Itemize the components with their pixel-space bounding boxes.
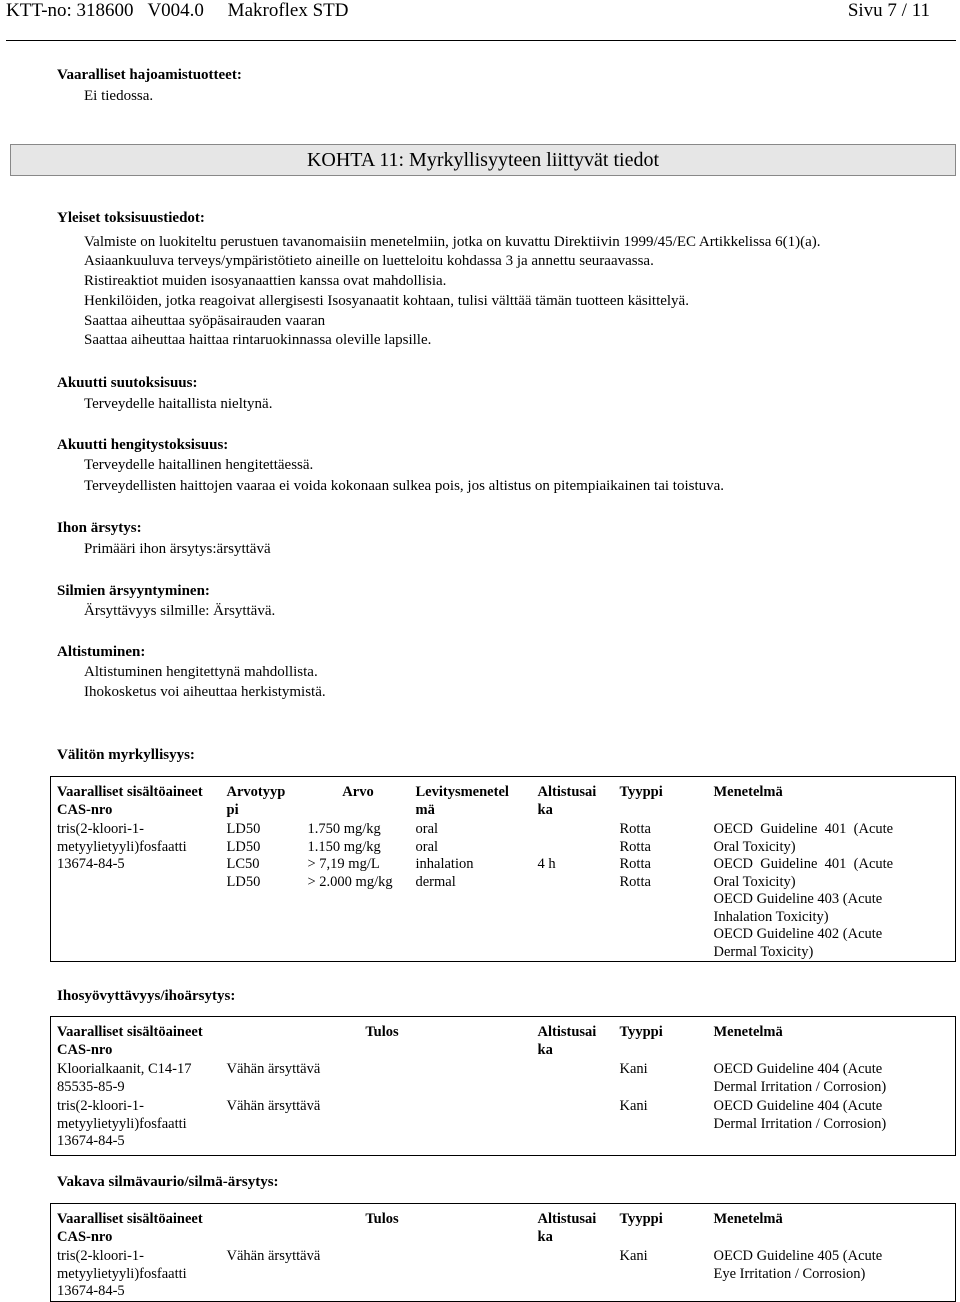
col-substance: Vaaralliset sisältöaineet CAS-nro — [57, 784, 203, 818]
cell-substance: tris(2-kloori-1- metyylietyyli)fosfaatti 13674-84-5 — [57, 1098, 187, 1149]
inhal-line: Terveydellisten haittojen vaaraa ei voida kokonaan sulkea pois, jos altistus on pitempiaikainen tai toistuva. — [84, 478, 725, 494]
cell-result: Vähän ärsyttävä — [226, 1248, 321, 1264]
acute-heading: Välitön myrkyllisyys: — [57, 747, 195, 763]
col-method: Menetelmä — [713, 784, 783, 800]
col-exposure-time: Altistusai ka — [537, 1211, 597, 1245]
table-header-row — [51, 1204, 956, 1247]
cell-substance: tris(2-kloori-1- metyylietyyli)fosfaatti 13674-84-5 — [57, 821, 187, 872]
cell-substance: Kloorialkaanit, C14-17 85535-85-9 — [57, 1061, 192, 1095]
col-species: Tyyppi — [619, 1024, 663, 1040]
general-line: Saattaa aiheuttaa haittaa rintaruokinnassa oleville lapsille. — [84, 332, 432, 348]
col-species: Tyyppi — [619, 1211, 663, 1227]
skin-table-heading: Ihosyövyttävyys/ihoärsytys: — [57, 988, 236, 1004]
general-heading: Yleiset toksisuustiedot: — [57, 210, 205, 226]
page-header — [6, 0, 930, 26]
eye-heading: Silmien ärsyyntyminen: — [57, 583, 210, 599]
col-result: Tulos — [365, 1024, 399, 1040]
cell-species: Kani — [619, 1098, 648, 1114]
col-substance: Vaaralliset sisältöaineet CAS-nro — [57, 1211, 203, 1245]
cell-substance: tris(2-kloori-1- metyylietyyli)fosfaatti 13674-84-5 — [57, 1248, 187, 1299]
col-method: Menetelmä — [713, 1024, 783, 1040]
eye-irritation-table — [50, 1203, 956, 1302]
cell-method: OECD Guideline 404 (Acute Dermal Irritation / Corrosion) — [713, 1061, 887, 1095]
skin-heading: Ihon ärsytys: — [57, 520, 142, 536]
section-title: KOHTA 11: Myrkyllisyyteen liittyvät tiedot — [10, 144, 956, 176]
table-row — [51, 819, 956, 962]
table-header-row — [51, 1017, 956, 1060]
general-line: Asiaankuuluva terveys/ympäristötieto aineille on luetteloitu kohdassa 3 ja annettu seuraavassa. — [84, 253, 654, 269]
exposure-line: Altistuminen hengitettynä mahdollista. — [84, 664, 318, 680]
cell-exposure-time — [538, 1059, 620, 1096]
oral-text: Terveydelle haitallista nieltynä. — [84, 396, 273, 412]
general-line: Valmiste on luokiteltu perustuen tavanomaisiin menetelmiin, jotka on kuvattu Direktiivin 1999/45/EC Artikkelissa 6(1)(a). — [84, 234, 821, 250]
general-line: Saattaa aiheuttaa syöpäsairauden vaaran — [84, 313, 326, 329]
table-row — [51, 1246, 956, 1301]
table-row — [51, 1096, 956, 1155]
decomp-text: Ei tiedossa. — [84, 88, 154, 104]
col-route: Levitysmenetel mä — [415, 784, 509, 818]
inhal-line: Terveydelle haitallinen hengitettäessä. — [84, 457, 314, 473]
skin-irritation-table — [50, 1016, 956, 1156]
document-id: KTT-no: 318600 V004.0 Makroflex STD — [6, 0, 349, 21]
inhal-heading: Akuutti hengitystoksisuus: — [57, 437, 229, 453]
col-exposure-time: Altistusai ka — [537, 784, 597, 818]
skin-text: Primääri ihon ärsytys:ärsyttävä — [84, 541, 271, 557]
exposure-heading: Altistuminen: — [57, 644, 146, 660]
cell-species: Kani — [619, 1061, 648, 1077]
decomp-heading: Vaaralliset hajoamistuotteet: — [57, 67, 242, 83]
col-value: Arvo — [342, 784, 374, 800]
general-line: Henkilöiden, jotka reagoivat allergisesti Isosyanaatit kohtaan, tulisi välttää tämän tuotteen käsittelyä. — [84, 293, 689, 309]
col-substance: Vaaralliset sisältöaineet CAS-nro — [57, 1024, 203, 1058]
cell-exposure-time: 4 h — [537, 856, 556, 872]
general-line: Ristireaktiot muiden isosyanaattien kanssa ovat mahdollisia. — [84, 273, 447, 289]
col-result: Tulos — [365, 1211, 399, 1227]
cell-route: oral oral inhalation dermal — [415, 821, 474, 890]
table-row — [51, 1059, 956, 1096]
exposure-line: Ihokosketus voi aiheuttaa herkistymistä. — [84, 684, 326, 700]
eye-text: Ärsyttävyys silmille: Ärsyttävä. — [84, 603, 276, 619]
cell-exposure-time — [538, 1096, 620, 1155]
table-header-row — [51, 777, 956, 820]
cell-exposure-time — [538, 1246, 620, 1301]
cell-species: Kani — [619, 1248, 648, 1264]
oral-heading: Akuutti suutoksisuus: — [57, 375, 198, 391]
cell-value: 1.750 mg/kg 1.150 mg/kg > 7,19 mg/L > 2.000 mg/kg — [307, 821, 393, 890]
acute-toxicity-table — [50, 776, 956, 962]
cell-result: Vähän ärsyttävä — [226, 1061, 321, 1077]
cell-method: OECD Guideline 404 (Acute Dermal Irritation / Corrosion) — [713, 1098, 887, 1132]
page-number: Sivu 7 / 11 — [847, 0, 930, 21]
col-method: Menetelmä — [713, 1211, 783, 1227]
header-divider — [6, 40, 956, 41]
cell-method: OECD Guideline 401 (Acute Oral Toxicity) OECD Guideline 401 (Acute Oral Toxicity) OECD Guideline 403 (Acute Inhalation Toxicity) OECD Guideline 402 (Acute Dermal Toxicity) — [713, 821, 894, 960]
cell-method: OECD Guideline 405 (Acute Eye Irritation / Corrosion) — [713, 1248, 883, 1282]
col-species: Tyyppi — [619, 784, 663, 800]
cell-species: Rotta Rotta Rotta Rotta — [619, 821, 651, 890]
eye-table-heading: Vakava silmävaurio/silmä-ärsytys: — [57, 1174, 279, 1190]
cell-value-type: LD50 LD50 LC50 LD50 — [226, 821, 261, 890]
col-exposure-time: Altistusai ka — [537, 1024, 597, 1058]
cell-result: Vähän ärsyttävä — [226, 1098, 321, 1114]
col-value-type: Arvotyyp pi — [226, 784, 286, 818]
